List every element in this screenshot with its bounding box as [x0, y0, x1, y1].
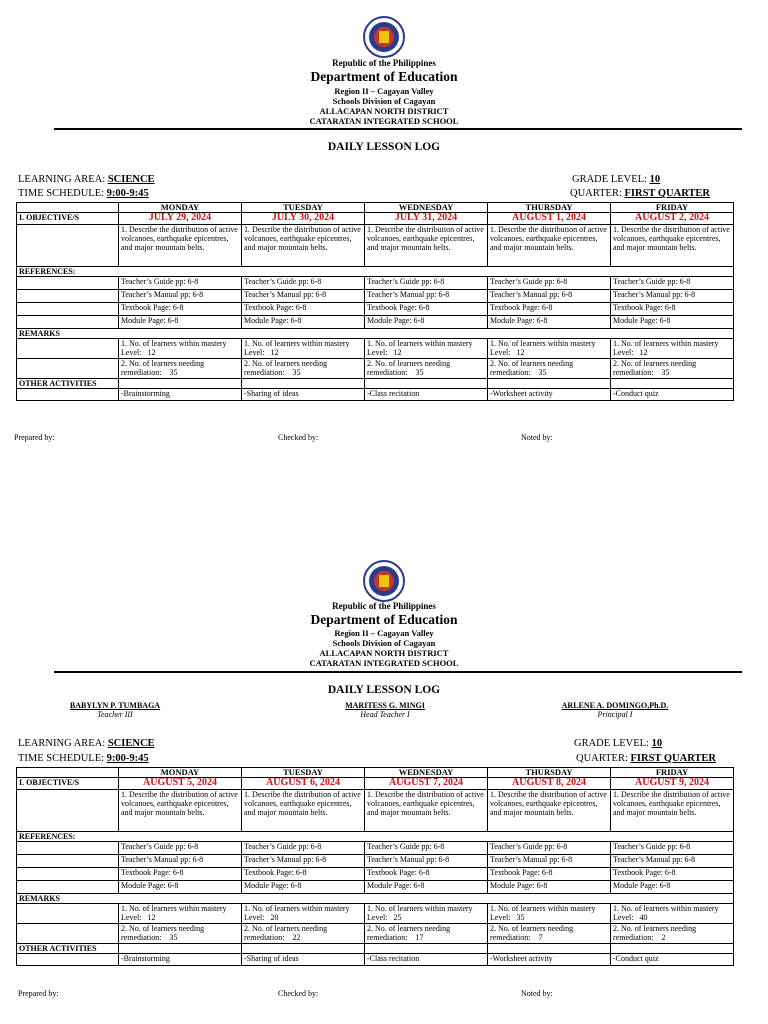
teachers-manual-cell: Teacher’s Manual pp: 6-8: [611, 290, 734, 303]
objective-cell: 1. Describe the distribution of active volcanoes, earthquake epicentres, and major mountain belts.: [488, 225, 611, 267]
remediation-cell: 2. No. of learners needing remediation: 7: [488, 924, 611, 944]
remediation-count: 35: [538, 368, 547, 377]
header-divider: [54, 128, 742, 130]
department-text: Department of Education: [310, 69, 458, 84]
date-cell: AUGUST 9, 2024: [611, 778, 734, 790]
objective-cell: 1. Describe the distribution of active volcanoes, earthquake epicentres, and major mountain belts.: [242, 225, 365, 267]
textbook-cell: Textbook Page: 6-8: [488, 868, 611, 881]
textbook-cell: Textbook Page: 6-8: [119, 868, 242, 881]
teachers-manual-cell: Teacher’s Manual pp: 6-8: [365, 290, 488, 303]
noted-by-label: Noted by:: [521, 433, 553, 442]
mastery-count: 40: [639, 913, 648, 922]
school-text: CATARATAN INTEGRATED SCHOOL: [309, 658, 459, 668]
date-cell: AUGUST 7, 2024: [365, 778, 488, 790]
date-cell: AUGUST 6, 2024: [242, 778, 365, 790]
module-cell: Module Page: 6-8: [611, 881, 734, 894]
mastery-count: 20: [270, 913, 279, 922]
day-header: THURSDAY: [488, 768, 611, 778]
remediation-count: 2: [661, 933, 666, 942]
activity-cell: -Worksheet activity: [488, 954, 611, 966]
mastery-cell: 1. No. of learners within mastery Level: 12: [488, 339, 611, 359]
module-cell: Module Page: 6-8: [488, 881, 611, 894]
objective-cell: 1. Describe the distribution of active volcanoes, earthquake epicentres, and major mountain belts.: [119, 790, 242, 832]
remediation-count: 17: [415, 933, 424, 942]
activity-cell: -Worksheet activity: [488, 389, 611, 401]
header-divider: [54, 671, 742, 673]
activity-cell: -Brainstorming: [119, 389, 242, 401]
day-header: MONDAY: [119, 203, 242, 213]
date-cell: AUGUST 8, 2024: [488, 778, 611, 790]
module-cell: Module Page: 6-8: [242, 881, 365, 894]
lesson-table: [16, 202, 734, 401]
date-cell: AUGUST 5, 2024: [119, 778, 242, 790]
day-header: WEDNESDAY: [365, 203, 488, 213]
mastery-cell: 1. No. of learners within mastery Level: 40: [611, 904, 734, 924]
mastery-count: 12: [147, 913, 156, 922]
objective-cell: 1. Describe the distribution of active volcanoes, earthquake epicentres, and major mountain belts.: [611, 790, 734, 832]
objective-cell: 1. Describe the distribution of active volcanoes, earthquake epicentres, and major mountain belts.: [488, 790, 611, 832]
textbook-cell: Textbook Page: 6-8: [242, 868, 365, 881]
school-text: CATARATAN INTEGRATED SCHOOL: [309, 116, 459, 126]
prepared-by-label: Prepared by:: [14, 433, 55, 442]
signatory-principal: ARLENE A. DOMINGO,Ph.D. Principal I: [561, 701, 669, 719]
date-cell: JULY 31, 2024: [365, 213, 488, 225]
mastery-count: 25: [393, 913, 402, 922]
quarter: QUARTER: FIRST QUARTER: [576, 753, 716, 764]
mastery-count: 12: [516, 348, 525, 357]
objectives-label: I. OBJECTIVE/S: [17, 213, 119, 225]
doc-title: DAILY LESSON LOG: [327, 141, 441, 153]
date-cell: AUGUST 1, 2024: [488, 213, 611, 225]
mastery-cell: 1. No. of learners within mastery Level: 35: [488, 904, 611, 924]
mastery-count: 12: [639, 348, 648, 357]
remediation-cell: 2. No. of learners needing remediation: 35: [611, 359, 734, 379]
teachers-manual-cell: Teacher’s Manual pp: 6-8: [242, 290, 365, 303]
day-header: FRIDAY: [611, 203, 734, 213]
signatory-teacher: BABYLYN P. TUMBAGA Teacher III: [69, 701, 161, 719]
day-header: FRIDAY: [611, 768, 734, 778]
module-cell: Module Page: 6-8: [488, 316, 611, 329]
district-text: ALLACAPAN NORTH DISTRICT: [319, 648, 449, 658]
checked-by-label: Checked by:: [278, 433, 319, 442]
department-text: Department of Education: [310, 612, 458, 627]
remarks-label: REMARKS: [17, 329, 734, 339]
activity-cell: -Sharing of ideas: [242, 389, 365, 401]
objective-cell: 1. Describe the distribution of active volcanoes, earthquake epicentres, and major mountain belts.: [242, 790, 365, 832]
lesson-table: [16, 767, 734, 966]
textbook-cell: Textbook Page: 6-8: [242, 303, 365, 316]
teachers-manual-cell: Teacher’s Manual pp: 6-8: [119, 290, 242, 303]
teachers-guide-cell: Teacher’s Guide pp: 6-8: [488, 277, 611, 290]
grade-level: GRADE LEVEL: 10: [574, 738, 663, 749]
deped-seal-icon: [363, 560, 405, 602]
prepared-by-label: Prepared by:: [18, 989, 59, 998]
mastery-cell: 1. No. of learners within mastery Level: 12: [242, 339, 365, 359]
mastery-cell: 1. No. of learners within mastery Level: 12: [611, 339, 734, 359]
references-label: REFERENCES:: [17, 267, 734, 277]
doc-title: DAILY LESSON LOG: [327, 684, 441, 696]
activity-cell: -Class recitation: [365, 389, 488, 401]
remediation-count: 35: [169, 933, 178, 942]
time-schedule: TIME SCHEDULE: 9:00-9:45: [18, 753, 149, 764]
mastery-count: 12: [393, 348, 402, 357]
mastery-count: 12: [147, 348, 156, 357]
republic-text: Republic of the Philippines: [332, 601, 436, 611]
checked-by-label: Checked by:: [278, 989, 319, 998]
teachers-manual-cell: Teacher’s Manual pp: 6-8: [611, 855, 734, 868]
teachers-guide-cell: Teacher’s Guide pp: 6-8: [242, 842, 365, 855]
activity-cell: -Brainstorming: [119, 954, 242, 966]
day-header: WEDNESDAY: [365, 768, 488, 778]
textbook-cell: Textbook Page: 6-8: [488, 303, 611, 316]
teachers-manual-cell: Teacher’s Manual pp: 6-8: [119, 855, 242, 868]
textbook-cell: Textbook Page: 6-8: [611, 303, 734, 316]
objectives-label: I. OBJECTIVE/S: [17, 778, 119, 790]
mastery-cell: 1. No. of learners within mastery Level: 25: [365, 904, 488, 924]
time-schedule: TIME SCHEDULE: 9:00-9:45: [18, 188, 149, 199]
textbook-cell: Textbook Page: 6-8: [365, 868, 488, 881]
mastery-cell: 1. No. of learners within mastery Level: 12: [365, 339, 488, 359]
region-text: Region II – Cagayan Valley: [334, 86, 434, 96]
other-activities-label: OTHER ACTIVITIES: [17, 379, 119, 389]
grade-level: GRADE LEVEL: 10: [572, 174, 661, 185]
module-cell: Module Page: 6-8: [365, 316, 488, 329]
day-header: THURSDAY: [488, 203, 611, 213]
mastery-count: 12: [270, 348, 279, 357]
date-cell: JULY 29, 2024: [119, 213, 242, 225]
mastery-count: 35: [516, 913, 525, 922]
day-header: TUESDAY: [242, 203, 365, 213]
mastery-cell: 1. No. of learners within mastery Level: 20: [242, 904, 365, 924]
module-cell: Module Page: 6-8: [611, 316, 734, 329]
remarks-label: REMARKS: [17, 894, 734, 904]
objective-cell: 1. Describe the distribution of active volcanoes, earthquake epicentres, and major mountain belts.: [119, 225, 242, 267]
teachers-manual-cell: Teacher’s Manual pp: 6-8: [488, 855, 611, 868]
district-text: ALLACAPAN NORTH DISTRICT: [319, 106, 449, 116]
activity-cell: -Conduct quiz: [611, 389, 734, 401]
references-label: REFERENCES:: [17, 832, 734, 842]
module-cell: Module Page: 6-8: [365, 881, 488, 894]
remediation-count: 7: [538, 933, 543, 942]
activity-cell: -Sharing of ideas: [242, 954, 365, 966]
signatory-head-teacher: MARITESS G. MINGI Head Teacher I: [345, 701, 425, 719]
module-cell: Module Page: 6-8: [242, 316, 365, 329]
learning-area: LEARNING AREA: SCIENCE: [18, 174, 155, 185]
module-cell: Module Page: 6-8: [119, 316, 242, 329]
remediation-cell: 2. No. of learners needing remediation: 2: [611, 924, 734, 944]
remediation-count: 35: [415, 368, 424, 377]
teachers-guide-cell: Teacher’s Guide pp: 6-8: [488, 842, 611, 855]
objective-cell: 1. Describe the distribution of active volcanoes, earthquake epicentres, and major mountain belts.: [365, 790, 488, 832]
division-text: Schools Division of Cagayan: [332, 638, 436, 648]
teachers-guide-cell: Teacher’s Guide pp: 6-8: [611, 277, 734, 290]
division-text: Schools Division of Cagayan: [332, 96, 436, 106]
remediation-cell: 2. No. of learners needing remediation: 35: [365, 359, 488, 379]
remediation-cell: 2. No. of learners needing remediation: 22: [242, 924, 365, 944]
remediation-count: 35: [292, 368, 301, 377]
textbook-cell: Textbook Page: 6-8: [119, 303, 242, 316]
deped-seal-icon: [363, 16, 405, 58]
teachers-guide-cell: Teacher’s Guide pp: 6-8: [119, 277, 242, 290]
other-activities-label: OTHER ACTIVITIES: [17, 944, 119, 954]
date-cell: JULY 30, 2024: [242, 213, 365, 225]
activity-cell: -Conduct quiz: [611, 954, 734, 966]
module-cell: Module Page: 6-8: [119, 881, 242, 894]
activity-cell: -Class recitation: [365, 954, 488, 966]
textbook-cell: Textbook Page: 6-8: [611, 868, 734, 881]
remediation-count: 22: [292, 933, 301, 942]
quarter: QUARTER: FIRST QUARTER: [570, 188, 710, 199]
teachers-guide-cell: Teacher’s Guide pp: 6-8: [119, 842, 242, 855]
remediation-cell: 2. No. of learners needing remediation: 35: [488, 359, 611, 379]
textbook-cell: Textbook Page: 6-8: [365, 303, 488, 316]
teachers-manual-cell: Teacher’s Manual pp: 6-8: [488, 290, 611, 303]
remediation-count: 35: [661, 368, 670, 377]
remediation-cell: 2. No. of learners needing remediation: 35: [242, 359, 365, 379]
teachers-manual-cell: Teacher’s Manual pp: 6-8: [242, 855, 365, 868]
teachers-guide-cell: Teacher’s Guide pp: 6-8: [611, 842, 734, 855]
remediation-cell: 2. No. of learners needing remediation: 35: [119, 359, 242, 379]
republic-text: Republic of the Philippines: [332, 58, 436, 68]
remediation-cell: 2. No. of learners needing remediation: 35: [119, 924, 242, 944]
noted-by-label: Noted by:: [521, 989, 553, 998]
remediation-count: 35: [169, 368, 178, 377]
objective-cell: 1. Describe the distribution of active volcanoes, earthquake epicentres, and major mountain belts.: [365, 225, 488, 267]
region-text: Region II – Cagayan Valley: [334, 628, 434, 638]
remediation-cell: 2. No. of learners needing remediation: 17: [365, 924, 488, 944]
learning-area: LEARNING AREA: SCIENCE: [18, 738, 155, 749]
teachers-guide-cell: Teacher’s Guide pp: 6-8: [365, 842, 488, 855]
date-cell: AUGUST 2, 2024: [611, 213, 734, 225]
teachers-guide-cell: Teacher’s Guide pp: 6-8: [242, 277, 365, 290]
objective-cell: 1. Describe the distribution of active volcanoes, earthquake epicentres, and major mountain belts.: [611, 225, 734, 267]
teachers-guide-cell: Teacher’s Guide pp: 6-8: [365, 277, 488, 290]
mastery-cell: 1. No. of learners within mastery Level: 12: [119, 339, 242, 359]
day-header: MONDAY: [119, 768, 242, 778]
mastery-cell: 1. No. of learners within mastery Level: 12: [119, 904, 242, 924]
teachers-manual-cell: Teacher’s Manual pp: 6-8: [365, 855, 488, 868]
day-header: TUESDAY: [242, 768, 365, 778]
